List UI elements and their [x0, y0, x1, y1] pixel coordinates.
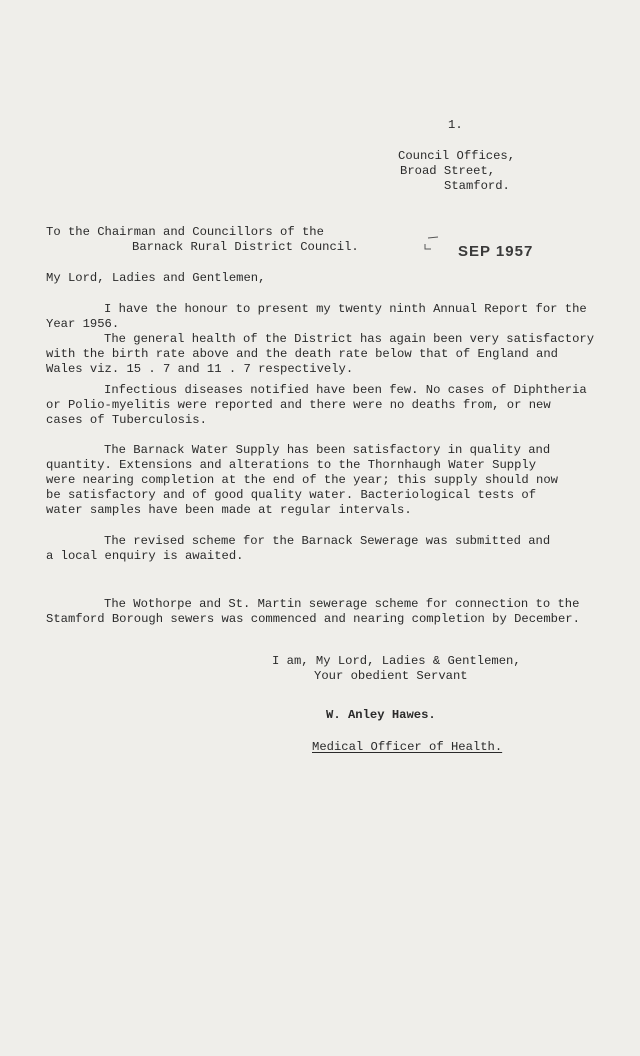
paragraph-line: a local enquiry is awaited.: [46, 549, 244, 563]
address-line-2: Broad Street,: [400, 164, 496, 178]
paragraph-line: with the birth rate above and the death rate below that of England and: [46, 347, 558, 361]
paragraph-line: or Polio-myelitis were reported and there were no deaths from, or new: [46, 398, 551, 412]
paragraph-line: The Barnack Water Supply has been satisfactory in quality and: [104, 443, 551, 457]
signatory-title: Medical Officer of Health.: [312, 740, 503, 754]
paragraph-line: I have the honour to present my twenty ninth Annual Report for the: [104, 302, 587, 316]
paragraph-annual-report: [46, 302, 606, 377]
recipient-line-1: To the Chairman and Councillors of the: [46, 225, 324, 239]
paragraph-line: The Wothorpe and St. Martin sewerage scheme for connection to the: [104, 597, 580, 611]
paragraph-line: water samples have been made at regular intervals.: [46, 503, 412, 517]
paragraph-infectious-diseases: [46, 383, 606, 428]
paragraph-line: be satisfactory and of good quality water. Bacteriological tests of: [46, 488, 537, 502]
stamp-bracket-mark: [422, 236, 440, 250]
paragraph-line: The general health of the District has again been very satisfactory: [104, 332, 595, 346]
address-line-3: Stamford.: [444, 179, 510, 193]
closing-line-2: Your obedient Servant: [314, 669, 468, 683]
closing-block: [272, 654, 521, 684]
date-stamp: SEP 1957: [458, 243, 534, 260]
signature-name: W. Anley Hawes.: [326, 708, 436, 722]
paragraph-water-supply: [46, 443, 606, 518]
recipient-line-2: Barnack Rural District Council.: [132, 240, 359, 254]
paragraph-wothorpe-sewerage: [46, 597, 606, 627]
paragraph-line: The revised scheme for the Barnack Sewerage was submitted and: [104, 534, 551, 548]
recipient-block: [46, 225, 359, 255]
paragraph-line: Year 1956.: [46, 317, 120, 331]
salutation: My Lord, Ladies and Gentlemen,: [46, 271, 266, 285]
paragraph-line: Stamford Borough sewers was commenced and nearing completion by December.: [46, 612, 580, 626]
paragraph-line: were nearing completion at the end of the year; this supply should now: [46, 473, 558, 487]
paragraph-sewerage-scheme: [46, 534, 606, 564]
paragraph-line: quantity. Extensions and alterations to the Thornhaugh Water Supply: [46, 458, 537, 472]
address-line-1: Council Offices,: [398, 149, 516, 163]
paragraph-line: Infectious diseases notified have been few. No cases of Diphtheria: [104, 383, 587, 397]
page-number: 1.: [448, 118, 463, 132]
paragraph-line: Wales viz. 15 . 7 and 11 . 7 respectively.: [46, 362, 354, 376]
sender-address: [398, 149, 598, 194]
paragraph-line: cases of Tuberculosis.: [46, 413, 207, 427]
closing-line-1: I am, My Lord, Ladies & Gentlemen,: [272, 654, 521, 668]
